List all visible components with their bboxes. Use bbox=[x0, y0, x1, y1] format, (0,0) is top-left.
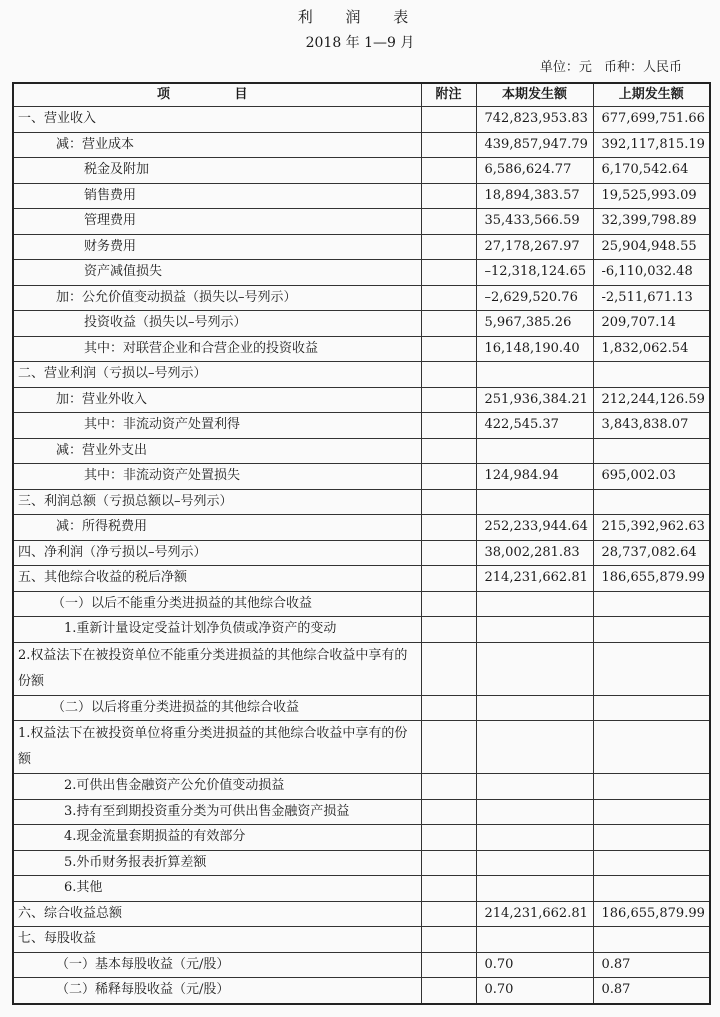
row-label: 减：营业成本 bbox=[13, 132, 421, 158]
row-label: （二）稀释每股收益（元/股） bbox=[13, 978, 421, 1004]
row-note bbox=[421, 387, 476, 413]
row-current-amount: 5,967,385.26 bbox=[476, 311, 593, 337]
row-prior-amount: 209,707.14 bbox=[593, 311, 710, 337]
row-current-amount: 214,231,662.81 bbox=[476, 901, 593, 927]
row-note bbox=[421, 209, 476, 235]
row-label: 七、每股收益 bbox=[13, 927, 421, 953]
row-current-amount bbox=[476, 695, 593, 721]
row-prior-amount: 186,655,879.99 bbox=[593, 901, 710, 927]
table-row bbox=[13, 285, 710, 311]
table-row bbox=[13, 952, 710, 978]
table-row bbox=[13, 107, 710, 133]
column-header-note: 附注 bbox=[421, 83, 476, 107]
row-prior-amount bbox=[593, 695, 710, 721]
table-row bbox=[13, 721, 710, 774]
table-header-row bbox=[13, 83, 710, 107]
row-prior-amount bbox=[593, 825, 710, 851]
row-note bbox=[421, 234, 476, 260]
row-label: 三、利润总额（亏损总额以–号列示） bbox=[13, 489, 421, 515]
row-current-amount: 214,231,662.81 bbox=[476, 566, 593, 592]
row-current-amount: 16,148,190.40 bbox=[476, 336, 593, 362]
row-label: 二、营业利润（亏损以–号列示） bbox=[13, 362, 421, 388]
row-label: 四、净利润（净亏损以–号列示） bbox=[13, 540, 421, 566]
row-current-amount: 124,984.94 bbox=[476, 464, 593, 490]
row-note bbox=[421, 721, 476, 774]
row-prior-amount bbox=[593, 642, 710, 695]
row-current-amount: 0.70 bbox=[476, 952, 593, 978]
row-current-amount: 35,433,566.59 bbox=[476, 209, 593, 235]
row-current-amount bbox=[476, 774, 593, 800]
table-row bbox=[13, 336, 710, 362]
row-label: （一）以后不能重分类进损益的其他综合收益 bbox=[13, 591, 421, 617]
table-row bbox=[13, 234, 710, 260]
row-prior-amount: -2,511,671.13 bbox=[593, 285, 710, 311]
row-prior-amount: 392,117,815.19 bbox=[593, 132, 710, 158]
table-row bbox=[13, 362, 710, 388]
row-current-amount bbox=[476, 825, 593, 851]
table-row bbox=[13, 540, 710, 566]
table-row bbox=[13, 927, 710, 953]
row-prior-amount bbox=[593, 850, 710, 876]
row-label: 其中：非流动资产处置损失 bbox=[13, 464, 421, 490]
row-label: 管理费用 bbox=[13, 209, 421, 235]
table-row bbox=[13, 850, 710, 876]
row-label: 六、综合收益总额 bbox=[13, 901, 421, 927]
table-row bbox=[13, 260, 710, 286]
row-note bbox=[421, 876, 476, 902]
row-label: 一、营业收入 bbox=[13, 107, 421, 133]
row-note bbox=[421, 952, 476, 978]
column-header-current: 本期发生额 bbox=[476, 83, 593, 107]
row-prior-amount: 1,832,062.54 bbox=[593, 336, 710, 362]
row-prior-amount: 677,699,751.66 bbox=[593, 107, 710, 133]
row-current-amount bbox=[476, 876, 593, 902]
row-note bbox=[421, 132, 476, 158]
row-note bbox=[421, 183, 476, 209]
row-label: 税金及附加 bbox=[13, 158, 421, 184]
row-note bbox=[421, 515, 476, 541]
row-note bbox=[421, 438, 476, 464]
row-current-amount: 439,857,947.79 bbox=[476, 132, 593, 158]
row-note bbox=[421, 464, 476, 490]
row-prior-amount: 19,525,993.09 bbox=[593, 183, 710, 209]
row-current-amount bbox=[476, 362, 593, 388]
row-prior-amount: 28,737,082.64 bbox=[593, 540, 710, 566]
table-row bbox=[13, 311, 710, 337]
row-note bbox=[421, 362, 476, 388]
row-note bbox=[421, 591, 476, 617]
row-note bbox=[421, 978, 476, 1004]
row-prior-amount bbox=[593, 362, 710, 388]
table-row bbox=[13, 642, 710, 695]
currency-unit: 单位：元 币种：人民币 bbox=[539, 60, 682, 75]
row-prior-amount bbox=[593, 591, 710, 617]
column-header-item: 项 目 bbox=[13, 83, 421, 107]
table-row bbox=[13, 876, 710, 902]
table-row bbox=[13, 515, 710, 541]
table-row bbox=[13, 183, 710, 209]
row-prior-amount: 25,904,948.55 bbox=[593, 234, 710, 260]
row-label: 减：营业外支出 bbox=[13, 438, 421, 464]
row-note bbox=[421, 311, 476, 337]
row-prior-amount bbox=[593, 799, 710, 825]
row-label: 减：所得税费用 bbox=[13, 515, 421, 541]
row-current-amount bbox=[476, 799, 593, 825]
table-row bbox=[13, 464, 710, 490]
table-row bbox=[13, 978, 710, 1004]
row-prior-amount: 215,392,962.63 bbox=[593, 515, 710, 541]
table-row bbox=[13, 489, 710, 515]
row-label: 其中：非流动资产处置利得 bbox=[13, 413, 421, 439]
row-current-amount: 251,936,384.21 bbox=[476, 387, 593, 413]
statement-title: 利 润 表 bbox=[297, 8, 423, 26]
row-label: 1.权益法下在被投资单位将重分类进损益的其他综合收益中享有的份额 bbox=[13, 721, 421, 774]
row-note bbox=[421, 850, 476, 876]
row-note bbox=[421, 774, 476, 800]
row-note bbox=[421, 158, 476, 184]
row-current-amount bbox=[476, 591, 593, 617]
row-label: 2.权益法下在被投资单位不能重分类进损益的其他综合收益中享有的份额 bbox=[13, 642, 421, 695]
row-prior-amount bbox=[593, 438, 710, 464]
row-prior-amount: 0.87 bbox=[593, 952, 710, 978]
row-current-amount bbox=[476, 489, 593, 515]
row-label: 五、其他综合收益的税后净额 bbox=[13, 566, 421, 592]
row-prior-amount: 695,002.03 bbox=[593, 464, 710, 490]
row-note bbox=[421, 107, 476, 133]
row-note bbox=[421, 260, 476, 286]
row-current-amount bbox=[476, 850, 593, 876]
row-note bbox=[421, 825, 476, 851]
row-note bbox=[421, 540, 476, 566]
table-row bbox=[13, 413, 710, 439]
statement-period: 2018 年 1—9 月 bbox=[305, 35, 415, 51]
row-prior-amount: 6,170,542.64 bbox=[593, 158, 710, 184]
row-current-amount: 0.70 bbox=[476, 978, 593, 1004]
row-prior-amount bbox=[593, 721, 710, 774]
row-prior-amount bbox=[593, 617, 710, 643]
row-label: 资产减值损失 bbox=[13, 260, 421, 286]
row-current-amount: –2,629,520.76 bbox=[476, 285, 593, 311]
table-row bbox=[13, 825, 710, 851]
row-current-amount: 27,178,267.97 bbox=[476, 234, 593, 260]
row-prior-amount bbox=[593, 489, 710, 515]
row-label: （一）基本每股收益（元/股） bbox=[13, 952, 421, 978]
row-label: 5.外币财务报表折算差额 bbox=[13, 850, 421, 876]
row-current-amount bbox=[476, 927, 593, 953]
table-row bbox=[13, 617, 710, 643]
row-label: 3.持有至到期投资重分类为可供出售金融资产损益 bbox=[13, 799, 421, 825]
table-row bbox=[13, 132, 710, 158]
row-current-amount: 252,233,944.64 bbox=[476, 515, 593, 541]
row-note bbox=[421, 617, 476, 643]
row-note bbox=[421, 901, 476, 927]
row-current-amount bbox=[476, 642, 593, 695]
row-current-amount bbox=[476, 721, 593, 774]
row-label: 销售费用 bbox=[13, 183, 421, 209]
row-note bbox=[421, 336, 476, 362]
row-note bbox=[421, 799, 476, 825]
income-statement-table bbox=[12, 82, 711, 1005]
table-row bbox=[13, 591, 710, 617]
row-label: 投资收益（损失以–号列示） bbox=[13, 311, 421, 337]
row-label: 加：公允价值变动损益（损失以–号列示） bbox=[13, 285, 421, 311]
row-prior-amount: 0.87 bbox=[593, 978, 710, 1004]
row-note bbox=[421, 566, 476, 592]
row-note bbox=[421, 642, 476, 695]
row-current-amount bbox=[476, 438, 593, 464]
row-note bbox=[421, 413, 476, 439]
row-label: 2.可供出售金融资产公允价值变动损益 bbox=[13, 774, 421, 800]
row-label: 1.重新计量设定受益计划净负债或净资产的变动 bbox=[13, 617, 421, 643]
row-prior-amount: 186,655,879.99 bbox=[593, 566, 710, 592]
row-prior-amount: 3,843,838.07 bbox=[593, 413, 710, 439]
row-current-amount: 38,002,281.83 bbox=[476, 540, 593, 566]
table-row bbox=[13, 799, 710, 825]
row-note bbox=[421, 695, 476, 721]
table-row bbox=[13, 901, 710, 927]
row-label: 4.现金流量套期损益的有效部分 bbox=[13, 825, 421, 851]
row-prior-amount: 212,244,126.59 bbox=[593, 387, 710, 413]
row-note bbox=[421, 285, 476, 311]
table-row bbox=[13, 387, 710, 413]
row-prior-amount: -6,110,032.48 bbox=[593, 260, 710, 286]
table-row bbox=[13, 209, 710, 235]
row-label: 6.其他 bbox=[13, 876, 421, 902]
row-label: （二）以后将重分类进损益的其他综合收益 bbox=[13, 695, 421, 721]
row-current-amount: 18,894,383.57 bbox=[476, 183, 593, 209]
table-row bbox=[13, 158, 710, 184]
table-body bbox=[13, 107, 710, 1004]
row-prior-amount bbox=[593, 927, 710, 953]
row-prior-amount bbox=[593, 774, 710, 800]
table-row bbox=[13, 438, 710, 464]
row-current-amount: –12,318,124.65 bbox=[476, 260, 593, 286]
table-row bbox=[13, 695, 710, 721]
row-prior-amount bbox=[593, 876, 710, 902]
column-header-prior: 上期发生额 bbox=[593, 83, 710, 107]
row-current-amount: 742,823,953.83 bbox=[476, 107, 593, 133]
row-note bbox=[421, 489, 476, 515]
row-label: 加：营业外收入 bbox=[13, 387, 421, 413]
table-row bbox=[13, 566, 710, 592]
row-note bbox=[421, 927, 476, 953]
row-prior-amount: 32,399,798.89 bbox=[593, 209, 710, 235]
row-label: 其中：对联营企业和合营企业的投资收益 bbox=[13, 336, 421, 362]
row-current-amount bbox=[476, 617, 593, 643]
row-current-amount: 422,545.37 bbox=[476, 413, 593, 439]
row-label: 财务费用 bbox=[13, 234, 421, 260]
table-row bbox=[13, 774, 710, 800]
row-current-amount: 6,586,624.77 bbox=[476, 158, 593, 184]
